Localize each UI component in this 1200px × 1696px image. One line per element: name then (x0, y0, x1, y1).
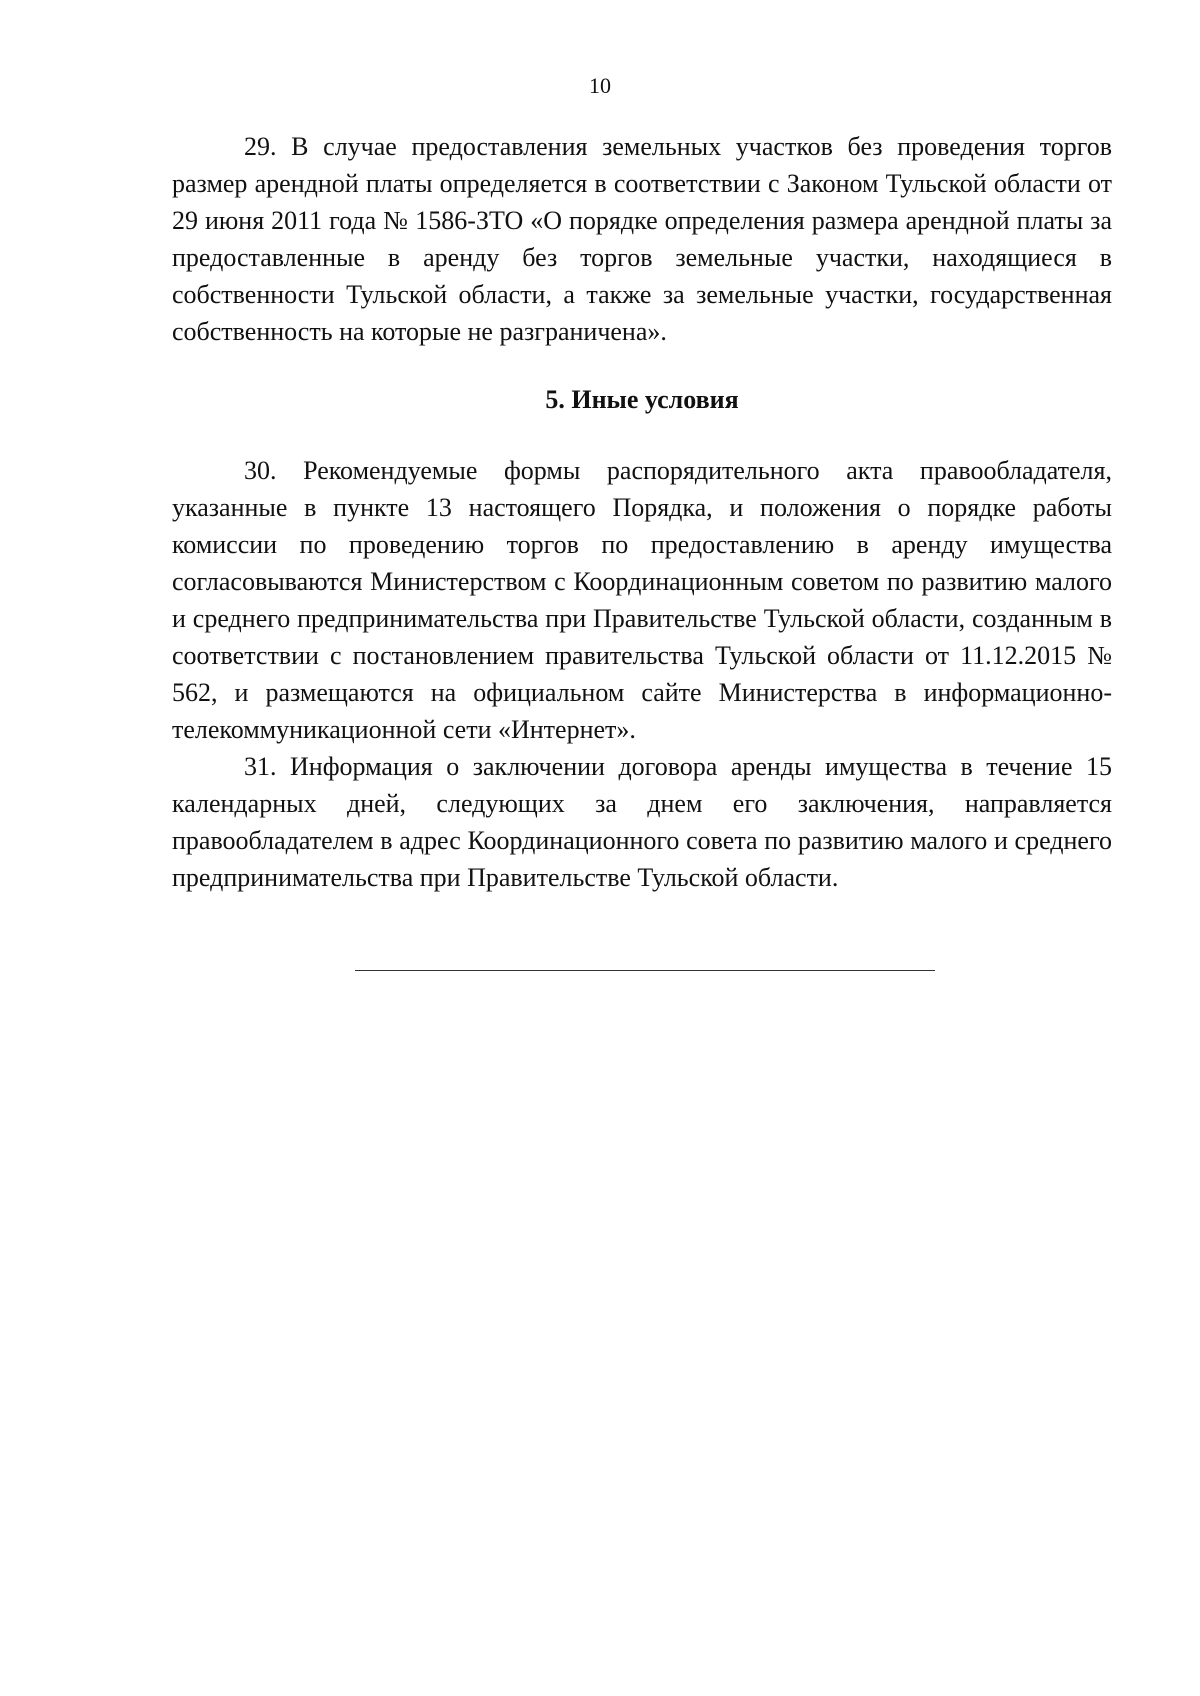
document-body (172, 128, 1112, 896)
paragraph-29: 29. В случае предоставления земельных участков без проведения торгов размер арендной платы определяется в соответствии с Законом Тульской области от 29 июня 2011 года № 1586-ЗТО «О порядке определения размера арендной платы за предоставленные в аренду без торгов земельные участки, находящиеся в собственности Тульской области, а также за земельные участки, государственная собственность на которые не разграничена». (172, 132, 1112, 346)
paragraph-31: 31. Информация о заключении договора аренды имущества в течение 15 календарных дней, следующих за днем его заключения, направляется правообладателем в адрес Координационного совета по развитию малого и среднего предпринимательства при Правительстве Тульской области. (172, 752, 1112, 892)
paragraph-30: 30. Рекомендуемые формы распорядительного акта правообладателя, указанные в пункте 13 настоящего Порядка, и положения о порядке работы комиссии по проведению торгов по предоставлению в аренду имущества согласовываются Министерством с Координационным советом по развитию малого и среднего предпринимательства при Правительстве Тульской области, созданным в соответствии с постановлением правительства Тульской области от 11.12.2015 № 562, и размещаются на официальном сайте Министерства в информационно-телекоммуникационной сети «Интернет». (172, 456, 1112, 744)
end-divider-line (355, 970, 935, 971)
page-number: 10 (589, 73, 611, 98)
section-heading: 5. Иные условия (545, 385, 739, 414)
